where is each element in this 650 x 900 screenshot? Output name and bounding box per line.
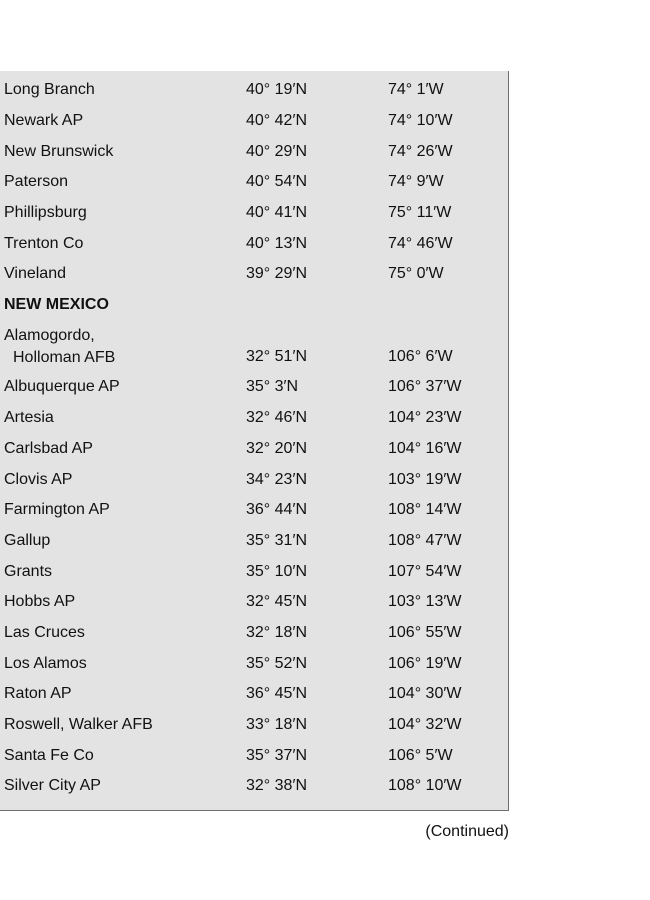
- table-row: [0, 499, 509, 521]
- table-row: [0, 438, 509, 460]
- table-row: [0, 622, 509, 644]
- latitude: 39° 29′N: [246, 265, 307, 282]
- table-row: [0, 141, 509, 163]
- city-name: Farmington AP: [4, 501, 110, 518]
- latitude: 40° 42′N: [246, 112, 307, 129]
- longitude: 108° 14′W: [388, 501, 462, 518]
- latitude: 32° 51′N: [246, 348, 307, 365]
- latitude: 32° 46′N: [246, 409, 307, 426]
- latitude: 34° 23′N: [246, 471, 307, 488]
- table-row: [0, 263, 509, 285]
- city-name: Carlsbad AP: [4, 440, 93, 457]
- latitude: 40° 54′N: [246, 173, 307, 190]
- latitude: 36° 44′N: [246, 501, 307, 518]
- city-name: Paterson: [4, 173, 69, 190]
- longitude: 107° 54′W: [388, 563, 462, 580]
- longitude: 106° 55′W: [388, 624, 462, 641]
- longitude: 108° 10′W: [388, 777, 462, 794]
- city-name: Vineland: [4, 265, 66, 282]
- city-name: Gallup: [4, 532, 51, 549]
- longitude: 104° 23′W: [388, 409, 462, 426]
- longitude: 106° 6′W: [388, 348, 453, 365]
- latitude: 40° 19′N: [246, 81, 307, 98]
- table-row: [0, 775, 509, 797]
- longitude: 106° 19′W: [388, 655, 462, 672]
- city-name: Trenton Co: [4, 235, 84, 252]
- city-name: Long Branch: [4, 81, 95, 98]
- table-row: [0, 683, 509, 705]
- longitude: 104° 32′W: [388, 716, 462, 733]
- latitude: 32° 20′N: [246, 440, 307, 457]
- longitude: 104° 16′W: [388, 440, 462, 457]
- table-row: [0, 325, 509, 369]
- coordinates-table: [0, 71, 509, 811]
- latitude: 32° 45′N: [246, 593, 307, 610]
- table-row: [0, 745, 509, 767]
- continued-note: (Continued): [425, 823, 509, 840]
- latitude: 40° 13′N: [246, 235, 307, 252]
- table-row: [0, 202, 509, 224]
- longitude: 108° 47′W: [388, 532, 462, 549]
- table-row: [0, 233, 509, 255]
- city-name-line1: Alamogordo,: [4, 327, 95, 344]
- city-name: Grants: [4, 563, 53, 580]
- table-row: [0, 561, 509, 583]
- city-name: Albuquerque AP: [4, 378, 120, 395]
- table-row: [0, 171, 509, 193]
- latitude: 35° 3′N: [246, 378, 299, 395]
- latitude: 36° 45′N: [246, 685, 307, 702]
- latitude: 32° 18′N: [246, 624, 307, 641]
- section-header: [0, 294, 509, 316]
- table-row: [0, 530, 509, 552]
- city-name: Las Cruces: [4, 624, 85, 641]
- city-name-line2: Holloman AFB: [13, 349, 116, 366]
- city-name: Phillipsburg: [4, 204, 87, 221]
- city-name: [4, 325, 115, 369]
- table-row: [0, 714, 509, 736]
- city-name: Artesia: [4, 409, 54, 426]
- state-heading: NEW MEXICO: [4, 296, 109, 313]
- city-name: Hobbs AP: [4, 593, 76, 610]
- latitude: 35° 10′N: [246, 563, 307, 580]
- table-row: [0, 376, 509, 398]
- table-row: [0, 591, 509, 613]
- latitude: 33° 18′N: [246, 716, 307, 733]
- table-row: [0, 407, 509, 429]
- latitude: 32° 38′N: [246, 777, 307, 794]
- latitude: 35° 52′N: [246, 655, 307, 672]
- longitude: 75° 11′W: [388, 204, 452, 221]
- city-name: Newark AP: [4, 112, 84, 129]
- latitude: 35° 37′N: [246, 747, 307, 764]
- city-name: Santa Fe Co: [4, 747, 94, 764]
- longitude: 104° 30′W: [388, 685, 462, 702]
- longitude: 74° 26′W: [388, 143, 453, 160]
- longitude: 103° 19′W: [388, 471, 462, 488]
- longitude: 74° 9′W: [388, 173, 444, 190]
- city-name: Clovis AP: [4, 471, 73, 488]
- latitude: 40° 41′N: [246, 204, 307, 221]
- longitude: 106° 37′W: [388, 378, 462, 395]
- longitude: 106° 5′W: [388, 747, 453, 764]
- latitude: 35° 31′N: [246, 532, 307, 549]
- longitude: 75° 0′W: [388, 265, 444, 282]
- longitude: 74° 1′W: [388, 81, 444, 98]
- table-row: [0, 79, 509, 101]
- city-name: Raton AP: [4, 685, 72, 702]
- city-name: New Brunswick: [4, 143, 114, 160]
- city-name: Silver City AP: [4, 777, 101, 794]
- table-row: [0, 653, 509, 675]
- longitude: 74° 46′W: [388, 235, 453, 252]
- longitude: 74° 10′W: [388, 112, 453, 129]
- table-row: [0, 110, 509, 132]
- city-name: Roswell, Walker AFB: [4, 716, 153, 733]
- latitude: 40° 29′N: [246, 143, 307, 160]
- longitude: 103° 13′W: [388, 593, 462, 610]
- table-row: [0, 469, 509, 491]
- city-name: Los Alamos: [4, 655, 87, 672]
